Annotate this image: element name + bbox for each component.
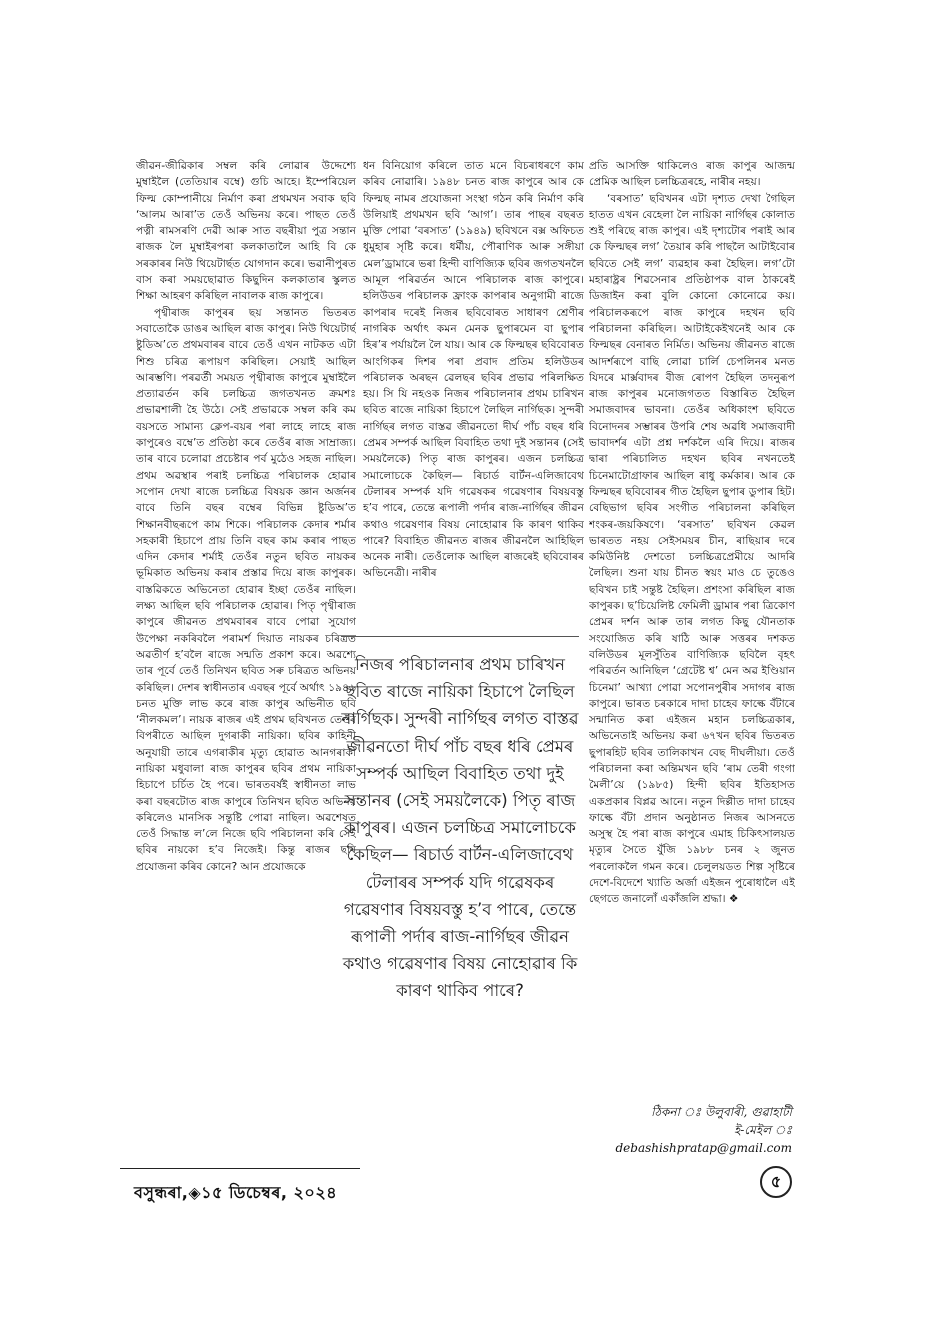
pull-quote bbox=[341, 636, 579, 1158]
article-paragraph: প্ৰতি আসক্তি থাকিলেও ৰাজ কাপুৰ আজন্ম প্ৰেমিক আছিল চলচ্চিত্ৰৰহে, নাৰীৰ নহয়। bbox=[589, 159, 795, 189]
pull-quote-text: নিজৰ পৰিচালনাৰ প্ৰথম চাৰিখন ছবিত ৰাজে নায়িকা হিচাপে লৈছিল নাৰ্গিছক। সুন্দৰী নাৰ্গিছৰ লগত বাস্তৱ জীৱনতো দীৰ্ঘ পাঁচ বছৰ ধৰি প্ৰেমৰ সম্পৰ্ক আছিল বিবাহিত তথা দুই সন্তানৰ (সেই সময়লৈকে) পিতৃ ৰাজ কাপুৰৰ। এজন চলচ্চিত্ৰ সমালোচকে কৈছিল— ৰিচাৰ্ড বাৰ্টন-এলিজাবেথ টেলাৰৰ সম্পৰ্ক যদি গৱেষকৰ গৱেষণাৰ বিষয়বস্তু হ’ব পাৰে, তেন্তে ৰূপালী পৰ্দাৰ ৰাজ-নাৰ্গিছৰ জীৱন কথাও গৱেষণাৰ বিষয় নোহোৱাৰ কি কাৰণ থাকিব পাৰে? bbox=[341, 655, 579, 1001]
article-paragraph: জীৱন-জীৱিকাৰ সম্বল কৰি লোৱাৰ উদ্দেশ্যে মুম্বাইলৈ (তেতিয়াৰ বম্বে) গুচি আহে। ইম্পেৰিয়েল ফিল্ম কোম্পানীয়ে নিৰ্মাণ কৰা প্ৰথমখন সবাক ছবি ‘আলম আৰা’ত তেওঁ অভিনয় কৰে। পাছত তেওঁ পত্নী ৰামসৰণি দেৱী আৰু সাত বছৰীয়া পুত্ৰ সন্তান ৰাজক লৈ মুম্বাইৰপৰা কলকাতালৈ আহি বি কে সৰকাৰৰ নিউ থিয়েটাৰ্ছত যোগদান কৰে। ভৱানীপুৰত বাস কৰা সময়ছোৱাত কিছুদিন কলকাতাৰ স্কুলত শিক্ষা আহৰণ কৰিছিল নাবালক ৰাজ কাপুৰে। bbox=[136, 159, 356, 303]
article-paragraph: পৃথ্বীৰাজ কাপুৰৰ ছয় সন্তানত ভিতৰত সবাতোকৈ ডাঙৰ আছিল ৰাজ কাপুৰ। নিউ থিয়েটাৰ্ছ ষ্টুডিঅ’তে প্ৰথমবাৰৰ বাবে তেওঁ এখন নাটকত এটা শিশু চৰিত্ৰ ৰূপায়ণ কৰিছিল। সেয়াই আছিল আৰম্ভণি। পৰৱৰ্তী সময়ত পৃথ্বীৰাজ কাপুৰে মুম্বাইলৈ প্ৰত্যাৱৰ্তন কৰি চলচ্চিত্ৰ জগতখনত ক্ৰমশঃ প্ৰভাৱশালী হৈ উঠে। সেই প্ৰভাৱকে সম্বল কৰি কম বয়সতে সামান্য ক্লেপ-বয়ৰ পৰা লাহে লাহে ৰাজ কাপুৰেও বম্বে’ত প্ৰতিষ্ঠা কৰে তেওঁৰ ৰাজ সাম্ৰাজ্য। তাৰ বাবে চলোৱা প্ৰচেষ্টাৰ পৰ্ব মুঠেও সহজ নাছিল। প্ৰথম অৱস্থাৰ পৰাই চলচ্চিত্ৰ পৰিচালক হোৱাৰ সপোন দেখা ৰাজে চলচ্চিত্ৰ বিষয়ক জ্ঞান অৰ্জনৰ বাবে তিনি বছৰ বম্বেৰ বিভিন্ন ষ্টুডিঅ’ত শিক্ষানবীছৰূপে কাম শিকে। পৰিচালক কেদাৰ শৰ্মাৰ সহকাৰী হিচাপে প্ৰায় তিনি বছৰ কাম কৰাৰ পাছত এদিন কেদাৰ শৰ্মাই তেওঁৰ নতুন ছবিত নায়কৰ ভূমিকাত অভিনয় কৰাৰ প্ৰস্তাৱ দিয়ে ৰাজ কাপুৰক। বাস্তৱিকতে অভিনেতা হোৱাৰ ইচ্ছা তেওঁৰ নাছিল। লক্ষ্য আছিল ছবি পৰিচালক হোৱাৰ। পিতৃ পৃথ্বীৰাজ কাপুৰে জীৱনত প্ৰথমবাৰৰ বাবে পোৱা সুযোগ উপেক্ষা নকৰিবলৈ পৰামৰ্শ দিয়াত নায়কৰ চৰিত্ৰত অৱতীৰ্ণ হ’বলৈ ৰাজে সন্মতি প্ৰকাশ কৰে। অৱশ্যে তাৰ পূৰ্বে তেওঁ তিনিখন ছবিত সৰু চৰিত্ৰত অভিনয় কৰিছিল। দেশৰ স্বাধীনতাৰ এবছৰ পূৰ্বে অৰ্থাৎ ১৯৪৬ চনত মুক্তি লাভ কৰে ৰাজ কাপুৰ অভিনীত ছবি ‘নীলকমল’। নায়ক ৰাজৰ এই প্ৰথম ছবিখনত তেওঁৰ বিপৰীতে আছিল দুগৰাকী নায়িকা। ছবিৰ কাহিনী অনুযায়ী তাৰে এগৰাকীৰ মৃত্যু হোৱাত আনগৰাকী নায়িকা মধুবালা ৰাজ কাপুৰৰ ছবিৰ প্ৰথম নায়িকা হিচাপে চৰ্চিত হৈ পৰে। ভাৰতবৰ্ষই স্বাধীনতা লাভ কৰা বছৰটোত ৰাজ কাপুৰে তিনিখন ছবিত অভিনয় কৰিলেও মানসিক সন্তুষ্টি পোৱা নাছিল। অৱশেষত তেওঁ সিদ্ধান্ত ল’লে নিজে ছবি পৰিচালনা কৰি সেই ছবিৰ নায়কো হ’ব নিজেই। কিন্তু ৰাজৰ ছবি প্ৰযোজনা কৰিব কোনে? আন প্ৰযোজকে bbox=[136, 305, 356, 873]
page-number: ৫ bbox=[760, 1166, 792, 1198]
article-column-1 bbox=[136, 158, 356, 1168]
author-address: ঠিকনা ঃ উলুবাৰী, গুৱাহাটী bbox=[651, 1105, 792, 1119]
author-byline bbox=[600, 1103, 792, 1157]
article-paragraph: ধন বিনিয়োগ কৰিলে তাত মনে বিচৰাধৰণে কাম কৰিব নোৱাৰি। ১৯৪৮ চনত ৰাজ কাপুৰে আৰ কে ফিল্মছ নামৰ প্ৰযোজনা সংস্থা গঠন কৰি নিৰ্মাণ কৰি উলিয়াই প্ৰথমখন ছবি ‘আগ’। তাৰ পাছৰ বছৰত মুক্তি পোৱা ‘বৰসাত’ (১৯৪৯) ছবিখনে বক্স অফিচত ধুমুহাৰ সৃষ্টি কৰে। ধৰ্মীয়, পৌৰাণিক আৰু সঙ্গীয়া মেল’ড্ৰামাৰে ভৰা হিন্দী বাণিজ্যিক ছবিৰ জগতখনলৈ আমূল পৰিৱৰ্তন আনে পৰিচালক ৰাজ কাপুৰে। হলিউডৰ পৰিচালক ফ্ৰাংক কাপৰাৰ অনুগামী ৰাজে কাপৰাৰ দৰেই নিজৰ ছবিবোৰত সাধাৰণ শ্ৰেণীৰ নাগৰিক অৰ্থাৎ কমন মেনক ছুপাৰমেন বা ছুপাৰ হিৰ’ৰ পৰ্যায়লৈ লৈ যায়। আৰ কে ফিল্মছৰ ছবিবোৰত আংগিকৰ দিশৰ পৰা প্ৰবাদ প্ৰতিম হলিউডৰ পৰিচালক অৰছন ৱেলছৰ ছবিৰ প্ৰভাৱ পৰিলক্ষিত হয়। সি যি নহওক নিজৰ পৰিচালনাৰ প্ৰথম চাৰিখন ছবিত ৰাজে নায়িকা হিচাপে লৈছিল নাৰ্গিছক। সুন্দৰী নাৰ্গিছৰ লগত বাস্তৱ জীৱনতো দীৰ্ঘ পাঁচ বছৰ ধৰি প্ৰেমৰ সম্পৰ্ক আছিল বিবাহিত তথা দুই সন্তানৰ (সেই সময়লৈকে) পিতৃ ৰাজ কাপুৰৰ। এজন চলচ্চিত্ৰ সমালোচকে কৈছিল— ৰিচাৰ্ড বাৰ্টন-এলিজাবেথ টেলাৰৰ সম্পৰ্ক যদি গৱেষকৰ গৱেষণাৰ বিষয়বস্তু হ’ব পাৰে, তেন্তে ৰূপালী পৰ্দাৰ ৰাজ-নাৰ্গিছৰ জীৱন কথাও গৱেষণাৰ বিষয় নোহোৱাৰ কি কাৰণ থাকিব পাৰে? বিবাহিত জীৱনত ৰাজৰ জীৱনলৈ আহিছিল অনেক নাৰী। তেওঁলোক আছিল ৰাজৰেই ছবিবোৰৰ অভিনেত্ৰী। নাৰীৰ bbox=[363, 159, 584, 580]
article-column-3 bbox=[589, 158, 795, 1076]
article-column-2 bbox=[363, 158, 584, 628]
footer-publication: বসুন্ধৰা,◈১৫ ডিচেম্বৰ, ২০২৪ bbox=[134, 1183, 338, 1202]
email-label: ই-মেইল ঃ bbox=[734, 1123, 792, 1137]
footer-rule bbox=[120, 1168, 360, 1169]
article-paragraph: ‘বৰসাত’ ছবিখনৰ এটা দৃশ্যত দেখা গৈছিল হাতত এখন বেহেলা লৈ নায়িকা নাৰ্গিছৰ কোলাত শুই পৰিছে ৰাজ কাপুৰ। এই দৃশ্যটোৰ পৰাই আৰ কে ফিল্মছৰ লগ’ তৈয়াৰ কৰি পাছলৈ আটাইবোৰ ছবিতে সেই লগ’ ব্যৱহাৰ কৰা হৈছিল। লগ’টো মহাৰাষ্ট্ৰৰ শিৱসেনাৰ প্ৰতিষ্ঠাপক বাল ঠাকৰেই ডিজাইন কৰা বুলি কোনো কোনোৱে কয়। পৰিচালকৰূপে ৰাজ কাপুৰে দহখন ছবি পৰিচালনা কৰিছিল। আটাইকেইখনেই আৰ কে ফিল্মছৰ বেনাৰত নিৰ্মিত। অভিনয় জীৱনত ৰাজে আদৰ্শৰূপে বাছি লোৱা চাৰ্লি চেপলিনৰ মনত যিদৰে মাৰ্ক্সবাদৰ বীজ ৰোপণ হৈছিল তদনুৰূপ ৰাজ কাপুৰৰ মনোজগতত বিস্তাৰিত হৈছিল সমাজবাদৰ ভাবনা। তেওঁৰ অধিকাংশ ছবিতে বিনোদনৰ সম্ভাৰৰ উপৰি শেষ অৱধি সমাজবাদী ভাবাদৰ্শৰ এটা প্ৰশ্ন দৰ্শকলৈ এৰি দিয়ে। ৰাজৰ দ্বাৰা পৰিচালিত দহখন ছবিৰ নখনতেই চিনেমাটোগ্ৰাফাৰ আছিল ৰাধু কৰ্মকাৰ। আৰ কে ফিল্মছৰ ছবিবোৰৰ গীত হৈছিল ছুপাৰ ডুপাৰ হিট। বেছিভাগ ছবিৰ সংগীত পৰিচালনা কৰিছিল শংকৰ-জয়কিষণে। ‘বৰসাত’ ছবিখন কেৱল ভাৰতত নহয় সেইসময়ৰ চীন, ৰাছিয়াৰ দৰে কমিউনিষ্ট দেশতো চলচ্চিত্ৰপ্ৰেমীয়ে আদৰি লৈছিল। শুনা যায় চীনত স্বয়ং মাও চে তুঙেও ছবিখন চাই সন্তুষ্ট হৈছিল। প্ৰশংসা কৰিছিল ৰাজ কাপুৰক। ছ’চিয়েলিষ্ট ফেমিলী ড্ৰামাৰ পৰা ত্ৰিকোণ প্ৰেমৰ দৰ্শন আৰু তাৰ লগত কিছু যৌনতাক সংযোজিত কৰি ষাঠি আৰু সত্তৰৰ দশকত বলিউডৰ মূলসুঁতিৰ বাণিজ্যিক ছবিলৈ বৃহৎ পৰিৱৰ্তন আনিছিল ‘গ্ৰেটেষ্ট শ্ব’ মেন অৱ ইণ্ডিয়ান চিনেমা’ আখ্যা পোৱা সপোনপুৰীৰ সদাগৰ ৰাজ কাপুৰে। ভাৰত চৰকাৰে দাদা চাহেব ফাল্কে বঁটাৰে সন্মানিত কৰা এইজন মহান চলচ্চিত্ৰকাৰ, অভিনেতাই অভিনয় কৰা ৬৭খন ছবিৰ ভিতৰত ছুপাৰহিট ছবিৰ তালিকাখন বেছ দীঘলীয়া। তেওঁ পৰিচালনা কৰা অন্তিমখন ছবি ‘ৰাম তেৰী গংগা মৈলী’য়ে (১৯৮৫) হিন্দী ছবিৰ ইতিহাসত একপ্ৰকাৰ বিপ্লৱ আনে। নতুন দিল্লীত দাদা চাহেব ফাল্কে বঁটা প্ৰদান অনুষ্ঠানত নিজৰ আসনতে অসুস্থ হৈ পৰা ৰাজ কাপুৰে এমাহ চিকিৎসালয়ত মৃত্যুৰ সৈতে যুঁজি ১৯৮৮ চনৰ ২ জুনত পৰলোকলৈ গমন কৰে। চেলুলয়ডত শিল্প সৃষ্টিৰে দেশে-বিদেশে খ্যাতি অৰ্জা এইজন পুৰোধালৈ এই ছেগতে জনালোঁ একাঁজলি শ্ৰদ্ধা। ❖ bbox=[589, 191, 795, 906]
author-email: debashishpratap@gmail.com bbox=[615, 1141, 792, 1155]
